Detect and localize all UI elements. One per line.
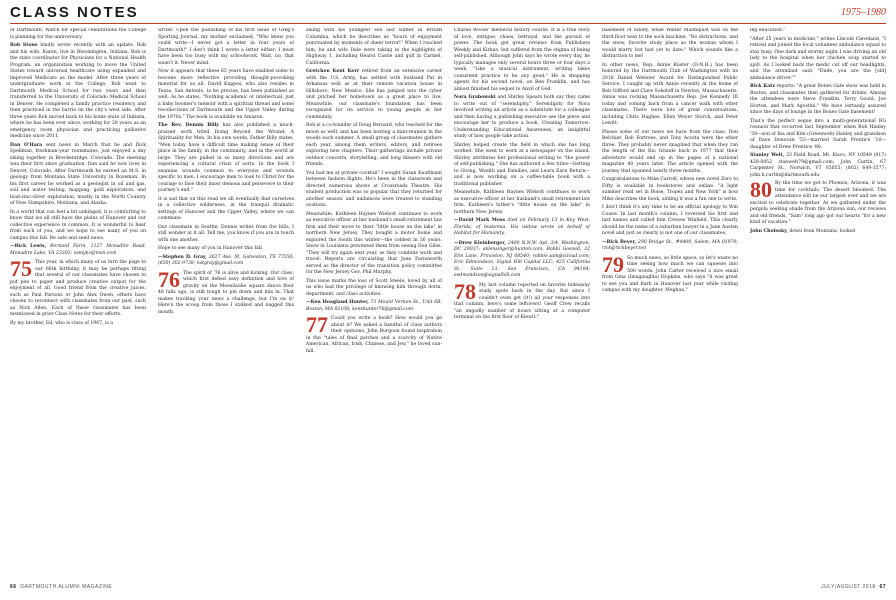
classmate-name: Gretchen Kent Kerr xyxy=(306,69,360,74)
paragraph xyxy=(750,119,886,152)
correspondent-address: Bernard Farm, 1127 Monadire Road, Monadire Lake, VA 23302; osmykv@msn.com xyxy=(10,244,146,256)
paragraph-text: and Shirley Spears both say they came to write out of "serendipity." Serendipity for Nora involved writing an article as a substitute for a colleague and then having a publishing executive see the piece and encourage her to produce a book, Creating Tomorrow: Understanding Educational Awareness, an insightful study of how people take action. xyxy=(454,95,590,139)
paragraph xyxy=(454,28,590,93)
classmate-name: John Cholosky, xyxy=(750,228,788,234)
correspondent-address: 2400 N.N.W. Apt. 3/4, Washington, DC 20037; aklensinger@hunton.com; Bobbi Gosnell, 32 Elm Lane, Princeton, NJ 08540; robbie.sam@icloud.com; Eric Edmondson, Signal Hill Capital LLC; 425 California St., Suite 13, San Francisco, CA 94104; eedmondson@signalhill.com xyxy=(454,240,590,278)
correspondent-signature xyxy=(158,255,294,268)
class-year-number: 77 xyxy=(306,312,328,337)
paragraph-text: Now it appears that these 65 years have enabled some to become more reflective providing thought-provoking material for us all. David Kappes, who also resides in Texas, San Antonio, to be precise, has been published as well. As he states, "Nothing academic or intellectual, just a baby boomer's memoir with a spiritual thread and some recollections of Dartmouth and the Upper Valley during the 1970s." The book is available on Amazon. xyxy=(158,69,294,120)
footer-right xyxy=(821,584,886,590)
paragraph xyxy=(158,197,294,223)
paragraph-text: Charlie Woods' medieval history course. It is a true story of love, intrigue, chaos, betrayal, and the pursuit of power. The book got great reviews from Publishers Weekly and Kirkus, but suffered from the stigma of being self-published. Although John says he wrote every day, he typically manages only several hours three or four days a week. "Like a musical instrument, writing takes consistent practice to be any good." He is shopping agents for his second novel, on Ben Franklin, and has almost finished his sequel to Anvil of God. xyxy=(454,28,590,92)
paragraph-text: skiing with his youngest son last winter in British Columbia, which he describes as "hours of enjoyment punctuated by moments of sheer terror!" When I reached him, he and wife Dale were taking in the highlights of Highway 1, including Hearst Castle and golf in Carmel, California. xyxy=(306,28,442,66)
paragraph xyxy=(158,69,294,121)
issue-date: JULY/AUGUST 2018 xyxy=(821,584,876,590)
paragraph-text: 23 Field Road, Mt. Kisco, NY 10549 (917) 428-0852 stanwelt79@gmail.com; John Curtin, 67 Carpenter St., Norwich, VT 05055; (802) 649-1577; john.h.curtin@dartmouth.edu xyxy=(750,153,886,178)
correspondent-name: —Stephen D. Gray, xyxy=(158,254,207,260)
paragraph-text: ing education." xyxy=(750,28,786,33)
paragraph-text: sent news in March that he and Dick Spellman, freshman-year roommates, just enjoyed a day skiing together in Breckenridge, Colorado. The meeting was their first since graduation. Dan said he now lives in Denver, Colorado. After Dartmouth he earned an M.S. in geology from Montana State University in Bozeman. In his first career he worked as a geologist in oil and gas, soil and water testing, mapping, gold exploration, and lead-zinc-silver exploration, mostly in the North Country of New Hampshire, Montana, and Alaska. xyxy=(10,142,146,206)
class-notes-columns xyxy=(10,28,886,578)
paragraph-text: Meanwhile, Kathleen Haynes Wiebolt continues to work as executive officer at her husband's small retirement-law firm. Kathleen's father's "little house on the lake" in northern New Jersey. xyxy=(454,190,590,215)
paragraph xyxy=(454,143,590,189)
class-year-entry xyxy=(10,256,146,319)
paragraph xyxy=(602,130,738,176)
paragraph-text: The spirit of '76 is alive and kicking. Our class, which first defied easy definition and love of gravity on the Moosilauke square dance floor 48 falls ago, is still tough to pin down and mix in. That makes tracking your news a challenge, but I'm on it! Here's the scoop from those I stalked and nagged this month. xyxy=(158,270,294,315)
column-1 xyxy=(10,28,146,578)
class-year-number: 76 xyxy=(158,266,180,292)
paragraph-text: Could you write a book? How would you go about it? We asked a handful of class authors their opinions. John Burgoon found inspiration in the "tales of final patches and a scarcity of Native American, African, Irish, Chinese, and Jew," he loved sun-fall. xyxy=(306,316,442,354)
column-6 xyxy=(750,28,886,578)
right-page-number: 67 xyxy=(879,584,886,590)
paragraph-text: has also published a much-praised work titled Doing Beyond the Wound: A Spirituality for Men. In his own words, Father Billy states, "Men today have a difficult time making sense of their place in the family, in the community, and in the world at large. They are pulled in so many directions and are experiencing a cultural crisis of sorts. In the book I examine wounds common to everyone and wounds specific to men. I encourage men to look to Christ for the courage to face their inner demons and persevere to their journey's end." xyxy=(158,123,294,193)
correspondent-address: 3627 Ave. M, Galveston, TX 77550; (650) 302-9738; hstgray@gmail.com xyxy=(158,254,294,266)
paragraph-text: It is sad that on this road we all eventually find ourselves in a collective wilderness, in the tranquil dramatic settings of Hanover and the Upper Valley, where we can commune. xyxy=(158,196,294,221)
class-year-entry xyxy=(602,251,738,295)
paragraph xyxy=(158,28,294,67)
paragraph xyxy=(306,279,442,299)
class-year-entry xyxy=(750,177,886,227)
correspondent-name: —Ken Hoagland Hunter, xyxy=(306,300,369,305)
classmate-name: Rick Katz xyxy=(750,84,775,89)
paragraph-text: I don't think it's any time to be an official apology to Win Coane. In last month's column, I reversed his first and last names and called him Crewes Winfield. This clearly should be the name of a suburban lawyer in a Jane Austen novel and just as clearly is not one of our classmates. xyxy=(602,205,738,236)
paragraph xyxy=(750,153,886,179)
paragraph xyxy=(454,190,590,216)
paragraph-text: "After 25 years in medicine," writes Lincoln Cleveland, "I retired and joined the local volunteer ambulance squad to stay busy. One dark and stormy night I was driving an old lady to the hospital when her chicken soup started to spill. As I looked back the medic cut off our headlights, and the attendant said, "Dude, you are the [old] ambulance driver."" xyxy=(750,36,886,81)
paragraph-text: Shirley helped create the field in which she has long worked. She went to work at a newspaper on the island. Shirley attributes her professional writing to "the power of self-publishing." She has authored a few titles—Getting to Giving, Wealth and Families, and Learn Earn Return—and is now working on a coffee-table book with a traditional publisher. xyxy=(454,142,590,187)
paragraph xyxy=(602,205,738,238)
paragraph-text: By my brother, Ed, who is class of 1967, is a xyxy=(10,320,114,326)
paragraph-text: Meanwhile, Kathleen Haynes Wiebolt continues to work as executive officer at her husband's small-retirement law firm and their move to their "little house on the lake" in northern New Jersey. They bought a motor home and explored the South this winter—the coldest in 30 years. Snow in Louisiana prevented them from seeing Don Giles. "They will try again next year, as they combine work and travel. Reports are circulating that Jane Farnsworth served as the director of the transition policy committee for the New Jersey Gov. Phil Murphy. xyxy=(306,211,442,275)
paragraph xyxy=(750,28,886,35)
column-3 xyxy=(306,28,442,578)
paragraph-text: That's the perfect segue into a multi-generational BG reunion that occurred last September when Rob Hanley '38—son of Ina and Kim (Greenwell) Hanley and grandson of Dave Donovan '53—married Sarah Prentice '10—daughter of Drew Prentice '80. xyxy=(750,118,886,150)
paragraph-text: So much news, so little space; so let's waste no time seeing how much we can squeeze into 500 words. John Carter received a nice email from Gina (Imagaughla) Hopkins, who says "it was great to see you and Barb in Hanover last year while visiting campus with my daughter, Meghan." xyxy=(602,255,738,293)
correspondent-name: —David Mark Moss xyxy=(454,218,506,223)
correspondent-name: —Rick Beyer, xyxy=(602,239,637,245)
left-page-number: 66 xyxy=(10,584,17,590)
correspondent-name: —Rick Lewis, xyxy=(10,244,47,249)
paragraph xyxy=(10,321,146,328)
class-year-entry xyxy=(454,278,590,322)
page-header xyxy=(10,0,886,22)
column-2 xyxy=(158,28,294,578)
paragraph-text: down from Montana, looked xyxy=(789,228,856,234)
correspondent-signature xyxy=(454,218,590,238)
paragraph xyxy=(10,210,146,243)
classmate-name: Dan O'Hara xyxy=(10,142,43,148)
paragraph-text: This issue marks the loss of Scott Steele, loved by all of us who had the privilege of knowing him through dorm, department, and class activities. xyxy=(306,278,442,297)
paragraph-text: of Dartmouth. Watch for special celebrations the College is planning for the anniversary. xyxy=(10,28,146,40)
paragraph-text: basement of Sibley, while Walter Malmquist was on the third floor next to the sock machine. "No distractions, and the snow, favorite study place as the woman whom I would marry but had yet to date." Which sounds like a distraction to me! xyxy=(602,28,738,59)
paragraph-text: Rob is a co-founder of Doug Bernard, who reached for the moon as well, and has been hosting a mini-reunion in the woods each summer. A small group of classmates gathers each year, among them writers, editors, and retirees exploring new chapters. Their gatherings include private outdoor concerts, storytelling, and long dinners with old friends. xyxy=(306,123,442,167)
paragraph-text: retired from an extensive career with the U.S. Army, has settled with husband Pat in Arkansas well as at their remote vacation house in Hillsboro, New Mexico. She has jumped into the cyber and pitched her hometown as a great place to live. Meanwhile, our classmate's foundation has been recognized for its service to young people in her community. xyxy=(306,69,442,120)
classmate-name: Stanley Welt, xyxy=(750,153,785,158)
paragraph xyxy=(750,37,886,83)
paragraph xyxy=(158,246,294,253)
paragraph xyxy=(602,63,738,128)
header-divider xyxy=(10,23,886,24)
class-year-number: 79 xyxy=(602,251,624,277)
paragraph xyxy=(158,225,294,245)
paragraph-text: reports: "A great Bones Gate show was held in Boston, and classmates then gathered for drinks. Among the attendees were Steve Franklin, Terry Gould, Joe Horton, and Mark Agostini." We have certainly assured since the days of lounge in the Bones Gate basement! xyxy=(750,84,886,115)
correspondent-name: —Drew Kleinberger, xyxy=(454,240,507,246)
correspondent-address: died on February 13 in Key West, Florida, of leukemia. His widow wrote on behalf of Habitat for Humanity. xyxy=(454,218,590,236)
classmate-name: The Rev. Dennis Billy xyxy=(158,123,219,128)
paragraph xyxy=(454,95,590,141)
column-5 xyxy=(602,28,738,578)
paragraph xyxy=(306,212,442,277)
class-year-number: 75 xyxy=(10,256,32,281)
paragraph-text: My last column reported on favorite hideaway study spots back in the day. But since I couldn't even get (it!) all your responses into that column, here's some leftovers! Geoff Crew recalls "an ungodly number of hours sitting at a computer terminal on the first floor of Kiewit." xyxy=(454,282,590,320)
paragraph-text: In a world that can feel a bit unhinged, it is comforting to know that we all still have the plains of Hanover and our collective experience in common. It is wonderful to hear from each of you, and we hope to see many of you on campus this fall. Be safe and send news. xyxy=(10,209,146,241)
correspondent-signature xyxy=(602,240,738,253)
correspondent-address: 290 Bridge St., #4409, Salem, MA 01970; rick@rickbeyer.net xyxy=(602,239,738,251)
paragraph-text: Our classmate in Seattle, Dennis writes from the hills, I still wonder at it all. Tell me, you know if you are in touch with one another. xyxy=(158,224,294,243)
paragraph xyxy=(306,123,442,169)
correspondent-signature xyxy=(306,300,442,313)
correspondent-address: 73 Mount Vernon St., Unit 6B, Boston, MA 02108; kenshunter76@gmail.com xyxy=(306,300,442,312)
paragraph xyxy=(10,28,146,41)
column-4 xyxy=(454,28,590,578)
paragraph-text: In other news, Rep. Annie Kuster (D-N.H.) has been honored by the Dartmouth Club of Washington with its 2018 Daniel Webster Award for Distinguished Public Service. I caught up with Annie recently at the home of Bob Gifford and Clare Sokoloff in Newton, Massachusetts. Annie was rocking Massachusetts Rep. Joe Kennedy III today and coming back from a cancer walk with other classmates. There were lots of great conversations, including Chris Hughes, Ellen Weyer Storch, and Peter Lewitt. xyxy=(602,62,738,126)
paragraph xyxy=(158,123,294,195)
paragraph-text: Hope to see many of you in Hanover this fall. xyxy=(158,246,264,251)
paragraph xyxy=(602,177,738,203)
paragraph xyxy=(750,229,886,236)
paragraph xyxy=(750,84,886,117)
class-year-number: 78 xyxy=(454,278,476,304)
class-years-range: 1975–1980 xyxy=(841,7,886,18)
paragraph-text: kindly wrote recently with an update. Rob and his wife, Karen, live in Bloomington, Indiana. Rob is the state coordinator for Physicians for a National Health Program, an organization working to move the United States toward universal healthcare using expanded and improved Medicare as the model. After three years of undergraduate work at the College, Rob went to Dartmouth Medical School for two years and then transferred to the University of Colorado Medical School in Denver. He completed a family practice residency and then practiced in the barrio on the city's west side. After three years Rob moved back to his home state of Indiana, where he has been ever since, working for 28 years as an emergency room physician and practicing palliative medicine since 2011. xyxy=(10,43,146,139)
magazine-name: DARTMOUTH ALUMNI MAGAZINE xyxy=(20,584,113,590)
section-title: CLASS NOTES xyxy=(10,4,139,21)
class-year-entry xyxy=(306,312,442,355)
paragraph xyxy=(306,171,442,210)
class-year-number: 80 xyxy=(750,177,772,202)
paragraph-text: Please some of our news we have from the class. Don Belchier, Bob Fortress, and Tony Acosta were the other three. They probably never imagined that when they ran the length of the Rio Grande back in 1977 that their adventure would end up in the pages of a national magazine 40 years later. The article opened with the journey that spanned nearly three months. xyxy=(602,129,738,174)
paragraph-text: By the time we got to Phoenix, Arizona, it was time for cocktails. The desert bloomed. The attendance will be our largest ever and we are excited to celebrate together. As we gathered under the pergola seeking shade from the Arizona sun, our reviews and old friends, "Sam" long ago got our hearts "for a new kind of vacation." xyxy=(750,181,886,225)
footer-left xyxy=(10,584,112,590)
classmate-name: Nora Grabowski xyxy=(454,95,496,100)
paragraph xyxy=(306,69,442,121)
paragraph xyxy=(10,143,146,208)
paragraph-text: You had me at private cocktail" I sought Susan Kaufmann between fashion flights. He's been in the classroom and directed numerous shows at Crossroads Theatre. His student production was so popular that they returned for another season, and audiences were treated to standing ovations. xyxy=(306,170,442,208)
paragraph-text: Congratulations to Mike Carroll, whose new novel Zero to Fifty is available in bookstores and online. "A light summer read set in Boise, Tropez and New York" is how Mike describes the book, adding it was a fun one to write. xyxy=(602,177,738,202)
correspondent-signature xyxy=(10,244,146,257)
paragraph xyxy=(602,28,738,61)
paragraph-text: This year, in which many of us turn the page to our 66th birthday, it may be perhaps fitting that several of our classmates have chosen to put pen to paper and produce creative output for the enjoyment of all. Good friend from the creative juices, such as Paul Parsons or John Alex Owen, others have chosen to reconnect with classmates from our past, such as Nick Allen. Each of these classmates has been mentioned in prior Class Notes for their efforts. xyxy=(10,260,146,317)
correspondent-signature xyxy=(454,241,590,280)
paragraph-text: writer. Upon the publishing of his first issue of Greg's Sporting Journal, my mother exclaimed, "Who knew you could write—I never got a letter in four years of Dartmouth!" I don't think I wrote a letter either; I must have been too busy with my schoolwork. Wait, no, that wasn't it. Never mind. xyxy=(158,28,294,66)
page-footer xyxy=(10,582,886,594)
class-year-entry xyxy=(158,266,294,317)
paragraph xyxy=(306,28,442,67)
classmate-name: Rob Stone xyxy=(10,43,38,48)
paragraph xyxy=(10,43,146,141)
